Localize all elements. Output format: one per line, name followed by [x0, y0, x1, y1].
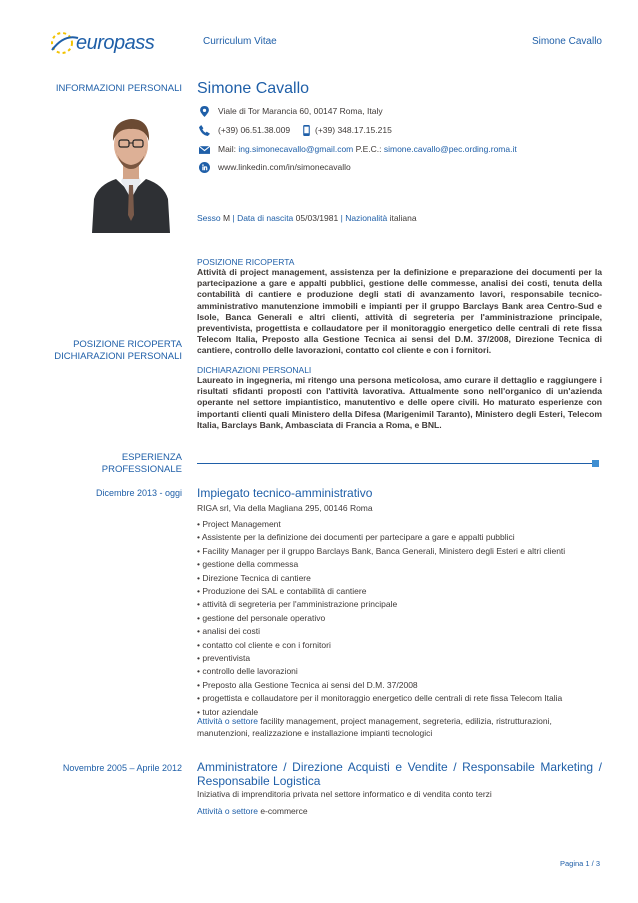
job-1-date: Dicembre 2013 - oggi [95, 488, 182, 498]
pec-link[interactable]: simone.cavallo@pec.ording.roma.it [383, 144, 517, 154]
list-item: • controllo delle lavorazioni [197, 665, 565, 678]
job-2-employer: Iniziativa di imprenditoria privata nel settore informatico e di vendita conto terzi [197, 789, 492, 799]
mail-line [218, 144, 517, 154]
list-item: • Facility Manager per il gruppo Barclays Bank, Banca Generali, Ministero degli Esteri e altri clienti [197, 545, 565, 558]
mail-label: Mail: [218, 144, 236, 154]
list-item: • preventivista [197, 652, 565, 665]
list-item: • contatto col cliente e con i fornitori [197, 639, 565, 652]
linkedin-link[interactable]: www.linkedin.com/in/simonecavallo [218, 162, 351, 172]
list-item: • tutor aziendale [197, 706, 565, 719]
pec-label: P.E.C.: [355, 144, 382, 154]
list-item: • Preposto alla Gestione Tecnica ai sensi del D.M. 37/2008 [197, 679, 565, 692]
divider-square [592, 460, 599, 467]
personal-details: Sesso M | Data di nascita 05/03/1981 | Nazionalità italiana [197, 213, 417, 223]
europass-logo [48, 28, 155, 60]
job-2-date: Novembre 2005 – Aprile 2012 [62, 763, 182, 773]
personal-section-label: INFORMAZIONI PERSONALI [55, 83, 182, 94]
phone-number: (+39) 06.51.38.009 [218, 125, 291, 135]
sector-label: Attività o settore [197, 806, 258, 816]
job-1-sector [197, 715, 602, 739]
phone-icon [199, 125, 210, 136]
experience-label-1: ESPERIENZA [121, 452, 182, 463]
job-1-title: Impiegato tecnico-amministrativo [197, 486, 373, 500]
logo-text: europass [76, 32, 155, 54]
sector-value: e-commerce [260, 806, 308, 816]
list-item: • Direzione Tecnica di cantiere [197, 572, 565, 585]
nationality-label: Nazionalità [345, 213, 388, 223]
position-title: POSIZIONE RICOPERTA [197, 257, 295, 267]
header-person: Simone Cavallo [531, 36, 602, 47]
location-icon [199, 106, 210, 117]
mobile-number: (+39) 348.17.15.215 [315, 125, 392, 135]
list-item: • analisi dei costi [197, 625, 565, 638]
job-1-employer: RIGA srl, Via della Magliana 295, 00146 Roma [197, 503, 373, 513]
sector-value: facility management, project management, segreteria, edilizia, ristrutturazioni, manutenzioni, realizzazione e installazione impianti tecnologici [197, 716, 552, 738]
doc-title: Curriculum Vitae [203, 36, 277, 47]
declarations-title: DICHIARAZIONI PERSONALI [197, 365, 312, 375]
declarations-left-label: DICHIARAZIONI PERSONALI [54, 351, 182, 362]
experience-label-2: PROFESSIONALE [101, 464, 182, 475]
birth-value: 05/03/1981 [295, 213, 339, 223]
full-name: Simone Cavallo [197, 80, 310, 97]
position-left-label: POSIZIONE RICOPERTA [73, 339, 182, 350]
list-item: • Assistente per la definizione dei documenti per partecipare a gare e appalti pubblici [197, 531, 565, 544]
list-item: • Project Management [197, 518, 565, 531]
sex-label: Sesso [197, 213, 221, 223]
list-item: • progettista e collaudatore per il monitoraggio energetico delle centrali di rete fissa Telecom Italia [197, 692, 565, 705]
nationality-value: italiana [389, 213, 417, 223]
linkedin-icon [199, 162, 210, 173]
sex-value: M [223, 213, 231, 223]
job-1-bullets [197, 518, 565, 719]
list-item: • attività di segreteria per l'amministrazione principale [197, 598, 565, 611]
declarations-text: Laureato in ingegneria, mi ritengo una persona meticolosa, amo curare il dettaglio e raggiungere i risultati sfidanti proposti con l'attività lavorativa. Attualmente sono nell'organico di un'azienda operante nel settore impiantistico, manutentivo e delle opere civili. Ho maturato esperienze con importanti clienti quali Ministero della Difesa (Marigenimil Taranto), Ministero degli Esteri, Telecom Italia, Barclays Bank, Ambasciata di Francia a Roma, e BNL. [197, 375, 602, 430]
address: Viale di Tor Marancia 60, 00147 Roma, Italy [218, 106, 383, 116]
job-2-sector [197, 805, 602, 817]
section-divider [197, 463, 592, 464]
position-text: Attività di project management, assistenza per la definizione e preparazione dei documenti per la partecipazione a gare e appalti pubblici, gestione delle commesse, analisi dei costi, tenuta della contabilità di cantiere e produzione degli stati di avanzamento lavori, responsabile tecnico-amministrativo manutenzione immobili e impianti per il gruppo Barclays Bank area Centro-Sud e Isole, Banca Generali e altri clienti, attività di segreteria per l'amministrazione principale, preventivista, progettista e collaudatore per il monitoraggio energetico delle centrali di rete fissa Telecom Italia, Preposto alla Gestione Tecnica ai sensi del D.M. 37/2008, Direzione Tecnica di cantiere, controllo delle lavorazioni, contatto col cliente e con i fornitori. [197, 267, 602, 356]
sector-label: Attività o settore [197, 716, 258, 726]
job-2-title: Amministratore / Direzione Acquisti e Vendite / Responsabile Marketing / Responsabile Logistica [197, 760, 602, 788]
list-item: • Produzione dei SAL e contabilità di cantiere [197, 585, 565, 598]
email-link[interactable]: ing.simonecavallo@gmail.com [238, 144, 354, 154]
profile-photo [90, 103, 172, 233]
list-item: • gestione della commessa [197, 558, 565, 571]
mail-icon [199, 144, 210, 155]
birth-label: Data di nascita [237, 213, 294, 223]
page-number: Pagina 1 / 3 [559, 859, 600, 868]
list-item: • gestione del personale operativo [197, 612, 565, 625]
mobile-icon [302, 125, 311, 136]
